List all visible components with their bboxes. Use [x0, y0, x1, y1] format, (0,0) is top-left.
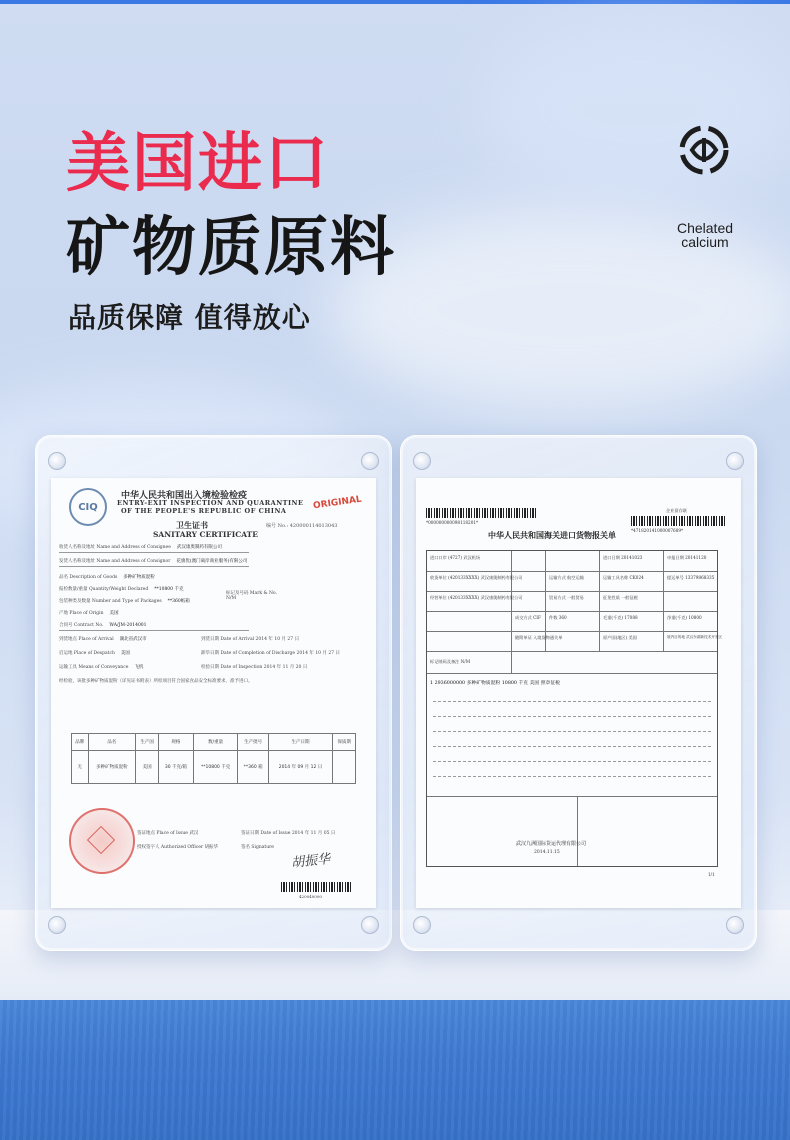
field-operator: 经营单位 (420133XXXX) 武汉康奥制药有限公司 [430, 595, 523, 600]
cert-field-label: 产地 Place of Origin [59, 611, 104, 616]
authority-en-1: ENTRY-EXIT INSPECTION AND QUARANTINE [117, 499, 304, 507]
table-header: 数/重量 [193, 734, 238, 751]
table-cell: 多种矿物质混粉 [88, 751, 136, 784]
goods-table [71, 733, 356, 784]
acrylic-frame-customs-declaration [400, 435, 757, 951]
field-declare-date: 申报日期 20141120 [667, 555, 707, 560]
divider [59, 630, 249, 631]
field-port: 进口口岸 (4727) 武汉机场 [430, 555, 481, 560]
frame-screw [361, 916, 379, 934]
blank-line [433, 761, 711, 762]
cert-field [59, 650, 130, 656]
blank-line [433, 776, 711, 777]
cert-field-value: 美国 [120, 651, 130, 656]
agent-company: 武汉九洲国际货运代理有限公司 [516, 841, 587, 847]
grid-line [427, 591, 717, 592]
table-cell: 无 [72, 751, 89, 784]
mark-label: 标记及号码 Mark & No. [226, 591, 277, 596]
cert-field [59, 586, 183, 592]
grid-line [427, 631, 717, 632]
frame-screw [48, 452, 66, 470]
table-header-row [72, 734, 356, 751]
date-of-discharge: 卸毕日期 Date of Completion of Discharge 2014 年 10 月 27 日 [201, 651, 341, 656]
original-stamp: ORIGINAL [312, 494, 363, 512]
page-number: 1/1 [708, 872, 715, 877]
table-cell: 30 千克/箱 [159, 751, 194, 784]
signature-label: 签名 Signature [241, 845, 274, 850]
table-header: 品牌 [72, 734, 89, 751]
date-of-inspection: 检验日期 Date of Inspection 2014 年 11 月 20 日 [201, 665, 308, 670]
frame-screw [361, 452, 379, 470]
grid-line [599, 551, 600, 651]
barcode-icon [281, 882, 351, 892]
cert-field-value: 多种矿物质混粉 [123, 575, 155, 580]
date-of-arrival: 到货日期 Date of Arrival 2014 年 10 月 27 日 [201, 637, 300, 642]
frame-screw [413, 452, 431, 470]
official-seal-icon [69, 808, 135, 874]
place-of-issue: 签证地点 Place of Issue 武汉 [137, 831, 199, 836]
cert-field-value: 湖北省武汉市 [119, 637, 147, 642]
declaration-form-grid [426, 550, 723, 867]
table-header: 规格 [159, 734, 194, 751]
table-header: 生产批号 [238, 734, 268, 751]
frame-screw [48, 916, 66, 934]
barcode-icon [426, 508, 536, 518]
authorized-officer: 授权签字人 Authorized Officer 胡振华 [137, 845, 219, 850]
barcode-number: 420040000 [299, 894, 322, 899]
grid-line [427, 571, 717, 572]
date-of-issue: 签证日期 Date of Issue 2014 年 11 月 05 日 [241, 831, 336, 836]
field-terms: 成交方式 CIF [515, 615, 541, 620]
cert-field [59, 622, 147, 628]
cert-field-label: 包装种类及数量 Number and Type of Packages [59, 599, 162, 604]
cert-field-value: 花旗优(澳门离岸商业服务)有限公司 [176, 559, 248, 564]
grid-line [427, 651, 717, 652]
table-cell: 美国 [136, 751, 159, 784]
field-net: 净重(千克) 10800 [667, 615, 702, 620]
field-origin: 原产国(地区) 美国 [603, 635, 637, 640]
table-row [72, 751, 356, 784]
goods-line: 1 2936000000 多种矿物质混粉 10800 千克 美国 照章征税 [430, 681, 560, 686]
brand-line-2: calcium [681, 234, 729, 250]
cert-field-value: 武汉康奥制药有限公司 [176, 545, 222, 550]
grid-line [427, 611, 717, 612]
copy-label: 企业留存联 [666, 508, 687, 513]
acrylic-frame-sanitary-certificate [35, 435, 392, 951]
blank-line [433, 716, 711, 717]
field-packages: 件数 360 [549, 615, 567, 620]
blank-line [433, 701, 711, 702]
background-glow [480, 20, 790, 200]
barcode-number: *000000000098118201* [426, 520, 479, 525]
field-vessel: 运输工具名称 CK024 [603, 575, 644, 580]
table-header: 品名 [88, 734, 136, 751]
cert-field-label: 启运地 Place of Despatch [59, 651, 115, 656]
customs-declaration-document [416, 478, 741, 908]
mark-value: N/M [226, 596, 237, 601]
authority-cn: 中华人民共和国出入境检验检疫 [121, 491, 248, 501]
cert-field [59, 610, 119, 616]
table-header: 生产日期 [268, 734, 332, 751]
cert-field-value: 飞机 [134, 665, 144, 670]
blank-line [433, 731, 711, 732]
table-cell [333, 751, 356, 784]
tagline: 品质保障 值得放心 [68, 301, 311, 334]
blue-floor [0, 1000, 790, 1140]
cert-field-label: 运输工具 Means of Conveyance [59, 665, 129, 670]
certificate-title-en: SANITARY CERTIFICATE [153, 530, 258, 539]
cert-field [59, 558, 247, 564]
inspection-remark: 经检验，该批多种矿物质混粉（详见证书附表）所检项目符合国家食品安全标准要求，准予进口。 [59, 679, 253, 684]
declaration-title: 中华人民共和国海关进口货物报关单 [488, 530, 616, 540]
grid-line [427, 673, 717, 674]
field-documents: 随附单证 入境货物通关单 [515, 635, 563, 640]
ciq-emblem-icon: CIQ [69, 488, 107, 526]
field-import-date: 进口日期 20141023 [603, 555, 643, 560]
handwritten-signature: 胡振华 [290, 851, 331, 871]
cert-field-label: 报检数量/重量 Quantity/Weight Declared [59, 587, 149, 592]
certificate-number: 编号 No.: 420000114013043 [266, 523, 338, 529]
frame-screw [726, 916, 744, 934]
field-gross: 毛重(千克) 17088 [603, 615, 638, 620]
field-tax-nature: 征免性质 一般征税 [603, 595, 638, 600]
frame-screw [413, 916, 431, 934]
grid-line [577, 796, 578, 866]
table-header: 生产国 [136, 734, 159, 751]
cert-field [59, 544, 222, 550]
cert-field [59, 636, 147, 642]
table-cell: 2014 年 09 月 12 日 [268, 751, 332, 784]
field-consignee: 收货单位 (420133XXXX) 武汉康奥制药有限公司 [430, 575, 523, 580]
headline-imported: 美国进口 [66, 127, 330, 201]
cert-field-value: **360纸箱 [167, 599, 190, 604]
divider [59, 566, 249, 567]
cert-field-label: 品名 Description of Goods [59, 575, 118, 580]
mark-and-number [226, 590, 306, 601]
cert-field-label: 发货人名称及地址 Name and Address of Consignor [59, 559, 171, 564]
field-transport: 运输方式 航空运输 [549, 575, 584, 580]
cert-field-value: WA/JM-2014001 [109, 623, 147, 628]
field-trade-mode: 贸易方式 一般贸易 [549, 595, 584, 600]
field-destination: 境内目的地 武汉东湖新技术开发区 [667, 635, 723, 639]
cert-field-value: 美国 [109, 611, 119, 616]
barcode-icon [631, 516, 726, 526]
cert-field [59, 598, 190, 604]
barcode-number: *471820141000007689* [631, 528, 684, 533]
top-accent-strip [0, 0, 790, 4]
cert-field-label: 到货地点 Place of Arrival [59, 637, 114, 642]
sanitary-certificate-document [51, 478, 376, 908]
table-cell: **360 箱 [238, 751, 268, 784]
field-bill: 提运单号 13379868335 [667, 575, 715, 580]
issue-date: 2014.11.15 [534, 850, 560, 855]
frame-screw [726, 452, 744, 470]
cert-field-label: 收货人名称及地址 Name and Address of Consignee [59, 545, 171, 550]
cert-field-value: **10800 千克 [154, 587, 184, 592]
brand-line-1: Chelated [676, 220, 734, 236]
blank-line [433, 746, 711, 747]
grid-line [511, 551, 512, 673]
certificate-title-cn: 卫生证书 [176, 520, 208, 530]
divider [59, 552, 249, 553]
brand-name [660, 221, 750, 249]
cert-field [59, 664, 143, 670]
table-cell: **10800 千克 [193, 751, 238, 784]
cert-field [59, 574, 155, 580]
field-marks: 标记唛码及备注 N/M [430, 659, 471, 664]
table-header: 保质期 [333, 734, 356, 751]
cert-field-label: 合同号 Contract No. [59, 623, 104, 628]
chelated-calcium-logo-icon [676, 122, 732, 178]
grid-line [427, 796, 717, 797]
headline-mineral-material: 矿物质原料 [66, 211, 396, 285]
authority-en-2: OF THE PEOPLE'S REPUBLIC OF CHINA [121, 507, 287, 515]
grid-line [663, 551, 664, 651]
